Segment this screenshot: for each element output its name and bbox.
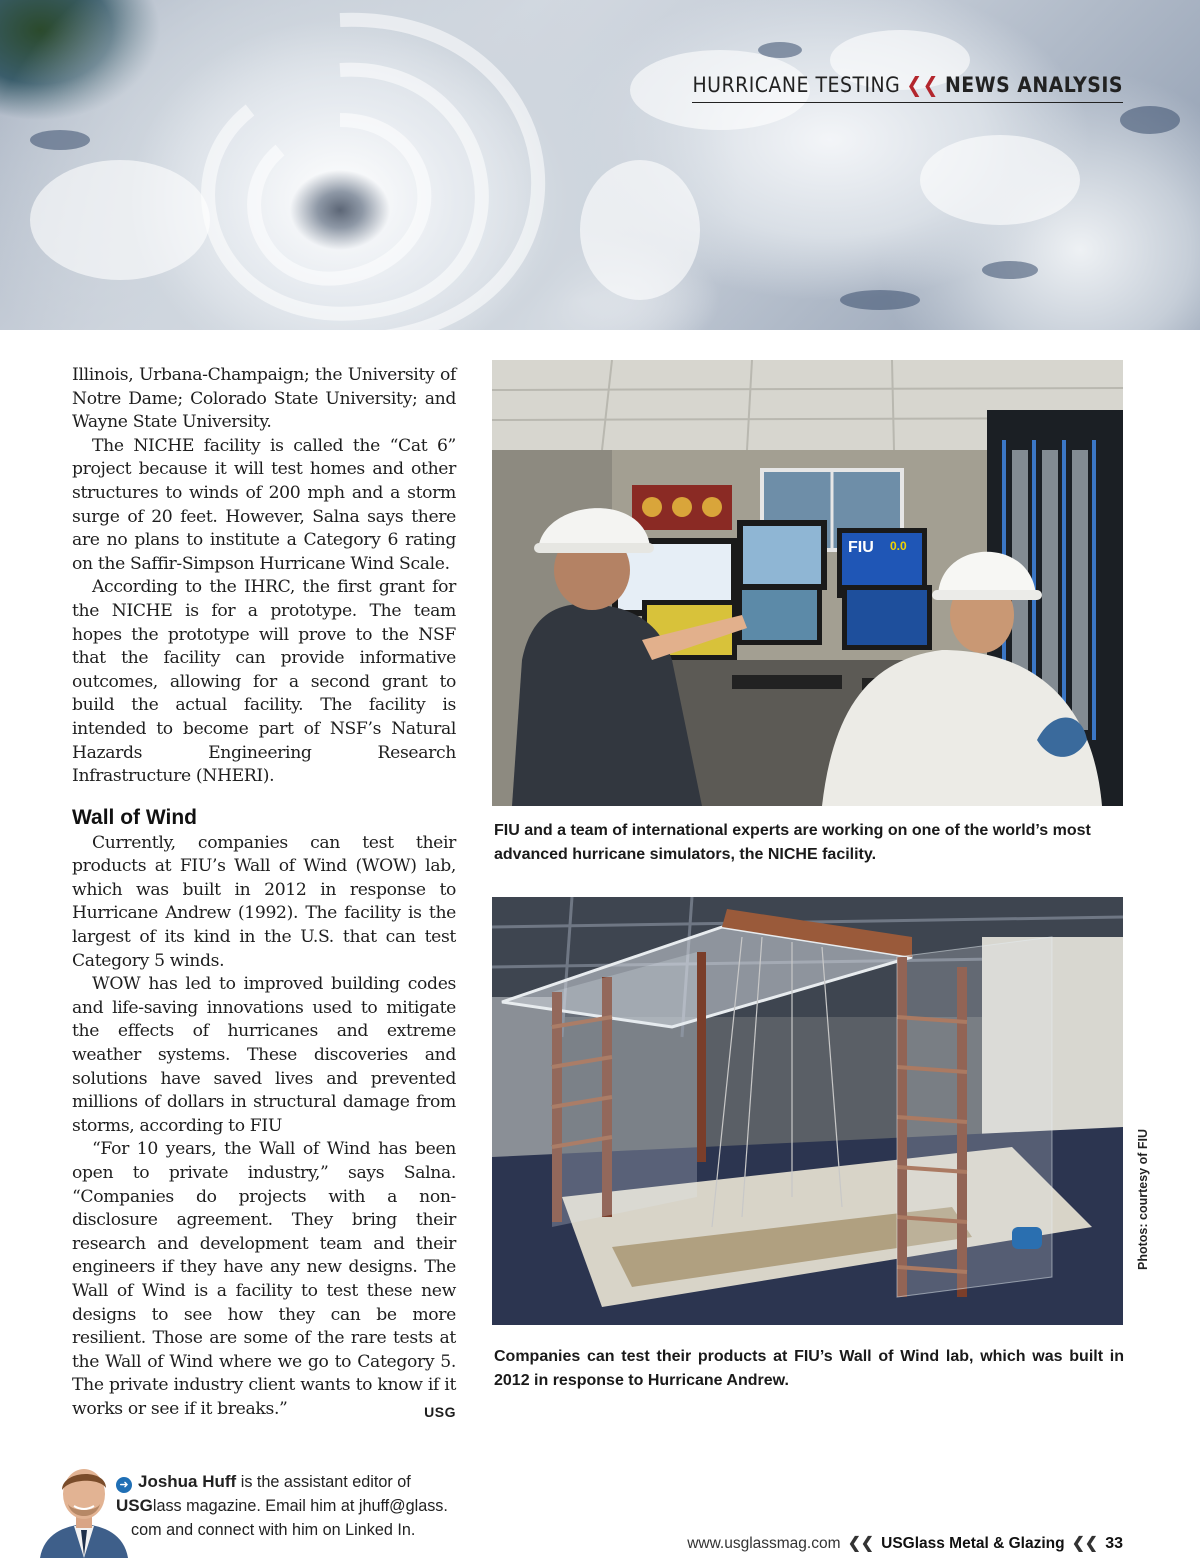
article-paragraph: Illinois, Urbana-Champaign; the University of Notre Dame; Colorado State University; and Wayne State University. — [72, 365, 456, 433]
wall-of-wind-lab-photo — [492, 897, 1123, 1325]
photo-caption-1: FIU and a team of international experts are working on one of the world’s most advanced hurricane simulators, the NICHE facility. — [494, 822, 1091, 863]
double-chevron-left-icon: ❮❮ — [1071, 1535, 1098, 1552]
article-paragraph: WOW has led to improved building codes and life-saving innovations used to mitigate the effects of hurricanes and extreme weather systems. These discoveries and solutions have saved lives and prevented millions of dollars in structural damage from storms, according to FIU — [72, 974, 456, 1136]
magazine-title: USGlass Metal & Glazing — [881, 1535, 1065, 1552]
photo-credit: Photos: courtesy of FIU — [1136, 1129, 1150, 1270]
photo-caption-2: Companies can test their products at FIU’s Wall of Wind lab, which was built in 2012 in response to Hurricane Andrew. — [494, 1348, 1124, 1389]
bio-text-end: com and connect with him on Linked In. — [131, 1521, 416, 1539]
article-paragraph-text: “For 10 years, the Wall of Wind has been open to private industry,” says Salna. “Companies do projects with a non-disclosure agreement. They bring their research and development team and their engineers if they have any new designs. The Wall of Wind is a facility to test these new designs to see how they can be more resilient. Those are some of the rare tests at the Wall of Wind where we go to Category 5. The private industry client wants to know if it works or see if it breaks.” — [72, 1139, 456, 1419]
page-footer — [687, 1534, 1123, 1553]
article-paragraph-final — [72, 1138, 456, 1421]
end-mark: USG — [424, 1403, 456, 1420]
article-paragraph: The NICHE facility is called the “Cat 6” project because it will test homes and other structures to winds of 200 mph and a storm surge of 20 feet. However, Salna says there are no plans to institute a Category 6 rating on the Saffir-Simpson Hurricane Wind Scale. — [72, 435, 456, 574]
article-paragraph: According to the IHRC, the first grant for the NICHE is for a prototype. The team hopes the prototype will prove to the NSF that the facility can provide informative outcomes, allowing for a second grant to build the actual facility. The facility is intended to become part of NSF’s Natural Hazards Engineering Research Infrastructure (NHERI). — [72, 577, 456, 787]
hurricane-clouds-graphic — [0, 0, 1200, 330]
circle-arrow-right-icon: ➜ — [116, 1477, 132, 1493]
bio-text: is the assistant editor of — [236, 1473, 411, 1491]
magazine-brand: USG — [116, 1496, 153, 1515]
bio-email-text: lass magazine. Email him at jhuff@glass. — [152, 1497, 448, 1515]
article-body — [72, 364, 456, 1425]
author-name: Joshua Huff — [138, 1472, 237, 1491]
monitor-reading: 0.0 — [890, 539, 907, 553]
fiu-monitor-logo: FIU — [848, 539, 874, 556]
website-link[interactable]: www.usglassmag.com — [687, 1535, 841, 1552]
double-chevron-left-icon: ❮❮ — [906, 73, 939, 97]
department-label: NEWS ANALYSIS — [945, 73, 1123, 97]
section-label: HURRICANE TESTING — [692, 73, 901, 97]
hurricane-banner-image — [0, 0, 1200, 330]
running-head — [692, 70, 1123, 103]
double-chevron-left-icon: ❮❮ — [847, 1535, 874, 1552]
subhead-wall-of-wind: Wall of Wind — [72, 805, 198, 829]
article-paragraph: Currently, companies can test their products at FIU’s Wall of Wind (WOW) lab, which was built in 2012 in response to Hurricane Andrew (1992). The facility is the largest of its kind in the U.S. that can test Category 5 winds. — [72, 832, 456, 971]
author-bio — [116, 1470, 458, 1542]
page-number: 33 — [1105, 1535, 1123, 1552]
control-room-photo — [492, 360, 1123, 806]
